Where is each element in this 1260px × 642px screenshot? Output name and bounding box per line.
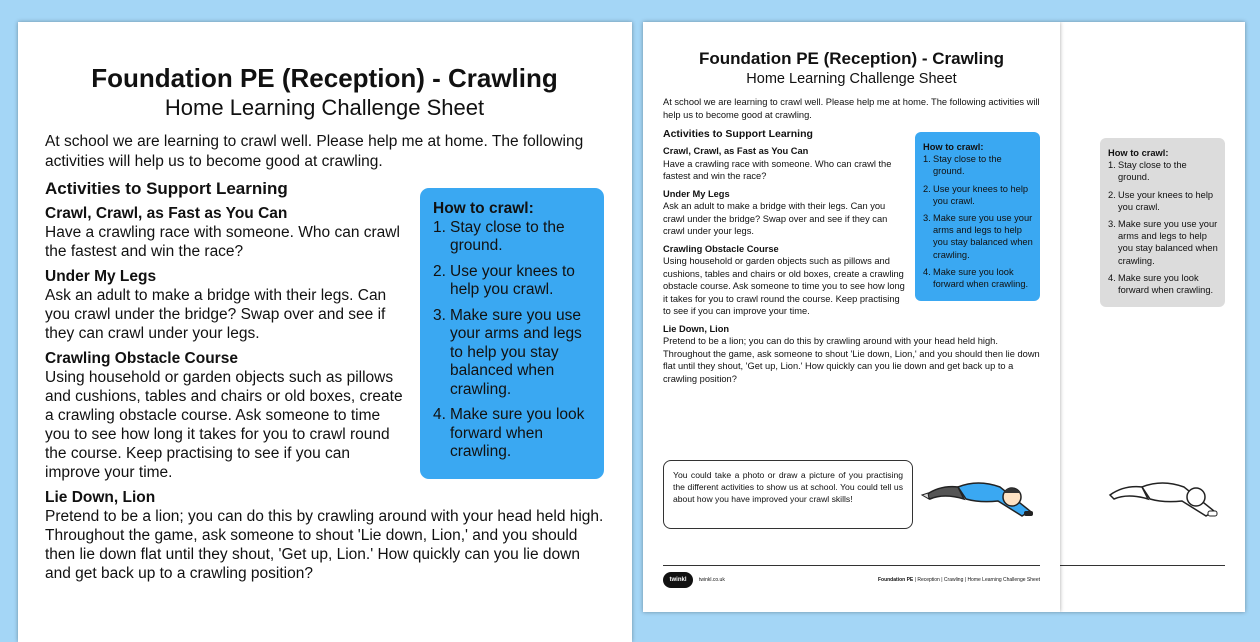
step-number: 2. bbox=[1108, 189, 1116, 200]
step-text: Make sure you look forward when crawling. bbox=[1118, 272, 1214, 296]
how-to-crawl-box bbox=[1100, 138, 1225, 307]
how-to-heading: How to crawl: bbox=[1108, 148, 1169, 158]
footer-divider bbox=[1060, 565, 1225, 566]
activity-text: Using household or garden objects such as pillows and cushions, tables and chairs or old boxes, create a crawling obstacle course. Ask someone to time you to see how long it takes for you to crawl round the course. Keep practising to see if you can improve your time. bbox=[45, 369, 403, 481]
how-to-crawl-box bbox=[420, 188, 604, 479]
activity-text: Pretend to be a lion; you can do this by crawling around with your head held high. Throughout the game, ask someone to shout 'Lie down, Lion,' and you should then lie down flat until they shout, 'Get up, Lion.' How quickly can you lie down and get back up to a crawling position? bbox=[45, 508, 604, 582]
activity-title: Lie Down, Lion bbox=[663, 323, 730, 334]
step-number: 3. bbox=[433, 306, 446, 324]
step-number: 3. bbox=[923, 213, 931, 224]
how-to-step bbox=[433, 263, 594, 300]
sheet-title: Foundation PE (Reception) - Crawling bbox=[91, 63, 558, 93]
step-text: Use your knees to help you crawl. bbox=[1118, 189, 1214, 212]
activity-title: Lie Down, Lion bbox=[45, 489, 156, 506]
preview-page-greyscale bbox=[1060, 22, 1245, 612]
how-to-step bbox=[923, 153, 1034, 177]
activity-text: Pretend to be a lion; you can do this by crawling around with your head held high. Throughout the game, ask someone to shout 'Lie down, Lion,' and you should then lie down flat until they shout, 'Get up, Lion.' How quickly can you lie down and get back up to a crawling position? bbox=[663, 336, 1040, 384]
footer-path bbox=[878, 577, 1040, 583]
zoomed-page bbox=[18, 22, 632, 642]
step-text: Stay close to the ground. bbox=[933, 154, 1002, 177]
how-to-step bbox=[1108, 218, 1219, 267]
how-to-step bbox=[1108, 189, 1219, 213]
activity-text: Ask an adult to make a bridge with their legs. Can you crawl under the bridge? Swap over and see if they can crawl under your legs. bbox=[663, 201, 888, 236]
step-number: 3. bbox=[1108, 219, 1116, 230]
footer-subject: Foundation PE bbox=[877, 577, 914, 583]
step-text: Make sure you use your arms and legs to help you stay balanced when crawling. bbox=[1118, 219, 1218, 266]
step-text: Stay close to the ground. bbox=[1118, 160, 1187, 183]
step-text: Use your knees to help you crawl. bbox=[933, 183, 1029, 206]
step-number: 2. bbox=[433, 262, 446, 280]
callout-box: You could take a photo or draw a picture of you practising the different activities to show us at school. You could tell us about how you have improved your crawl skills! bbox=[663, 460, 913, 529]
how-to-step bbox=[1108, 159, 1219, 183]
step-text: Stay close to the ground. bbox=[450, 218, 565, 254]
how-to-step bbox=[433, 406, 594, 462]
step-number: 1. bbox=[1108, 160, 1116, 171]
activity-title: Crawl, Crawl, as Fast as You Can bbox=[45, 205, 288, 222]
crawling-child-illustration bbox=[1102, 469, 1227, 524]
step-text: Make sure you look forward when crawling. bbox=[933, 266, 1029, 290]
activity-text: Have a crawling race with someone. Who can crawl the fastest and win the race? bbox=[45, 224, 400, 260]
how-to-step bbox=[1108, 272, 1219, 296]
sheet-title: Foundation PE (Reception) - Crawling bbox=[698, 49, 1005, 68]
step-number: 2. bbox=[923, 183, 931, 194]
crawling-child-illustration bbox=[918, 469, 1043, 524]
step-number: 1. bbox=[433, 218, 446, 236]
activity-title: Under My Legs bbox=[45, 268, 157, 285]
preview-page-colour bbox=[643, 22, 1060, 612]
activity-title: Under My Legs bbox=[663, 188, 730, 199]
activities-heading: Activities to Support Learning bbox=[663, 128, 813, 140]
sheet-subtitle: Home Learning Challenge Sheet bbox=[164, 95, 485, 120]
sheet-subtitle: Home Learning Challenge Sheet bbox=[746, 71, 957, 87]
activities-heading: Activities to Support Learning bbox=[45, 179, 288, 198]
twinkl-logo: twinkl bbox=[663, 572, 693, 588]
step-text: Make sure you look forward when crawling. bbox=[450, 406, 585, 460]
step-number: 4. bbox=[923, 266, 931, 277]
footer-divider bbox=[663, 565, 1040, 566]
activity-text: Have a crawling race with someone. Who can crawl the fastest and win the race? bbox=[663, 158, 892, 181]
step-text: Make sure you use your arms and legs to help you stay balanced when crawling. bbox=[450, 306, 582, 398]
step-number: 4. bbox=[433, 406, 446, 423]
how-to-step bbox=[923, 266, 1034, 290]
step-text: Use your knees to help you crawl. bbox=[450, 262, 575, 298]
intro-text: At school we are learning to crawl well. Please help me at home. The following activities will help us to become good at crawling. bbox=[663, 97, 1040, 120]
activity bbox=[45, 488, 604, 583]
activity-text: Using household or garden objects such as pillows and cushions, tables and chairs or old boxes, create a crawling obstacle course. Ask someone to time you to see how long it takes for you to crawl round the course. Keep practising to see if you can improve your time. bbox=[663, 256, 905, 316]
footer-breadcrumb: | Reception | Crawling | Home Learning Challenge Sheet bbox=[913, 577, 1040, 583]
footer-site: twinkl.co.uk bbox=[699, 577, 725, 583]
how-to-heading: How to crawl: bbox=[923, 142, 984, 152]
intro-text: At school we are learning to crawl well. Please help me at home. The following activities will help us to become good at crawling. bbox=[45, 133, 584, 170]
how-to-heading: How to crawl: bbox=[433, 200, 534, 217]
activity-title: Crawling Obstacle Course bbox=[663, 243, 779, 254]
activity bbox=[663, 323, 1040, 386]
how-to-step bbox=[433, 219, 594, 256]
how-to-step bbox=[923, 183, 1034, 207]
how-to-step bbox=[433, 307, 594, 400]
step-number: 4. bbox=[1108, 272, 1116, 283]
step-text: Make sure you use your arms and legs to help you stay balanced when crawling. bbox=[933, 213, 1033, 260]
how-to-step bbox=[923, 212, 1034, 261]
activity-title: Crawling Obstacle Course bbox=[45, 350, 238, 367]
activity-text: Ask an adult to make a bridge with their legs. Can you crawl under the bridge? Swap over and see if they can crawl under your legs. bbox=[45, 287, 387, 342]
step-number: 1. bbox=[923, 154, 931, 165]
how-to-crawl-box bbox=[915, 132, 1040, 301]
activity-title: Crawl, Crawl, as Fast as You Can bbox=[663, 146, 809, 156]
